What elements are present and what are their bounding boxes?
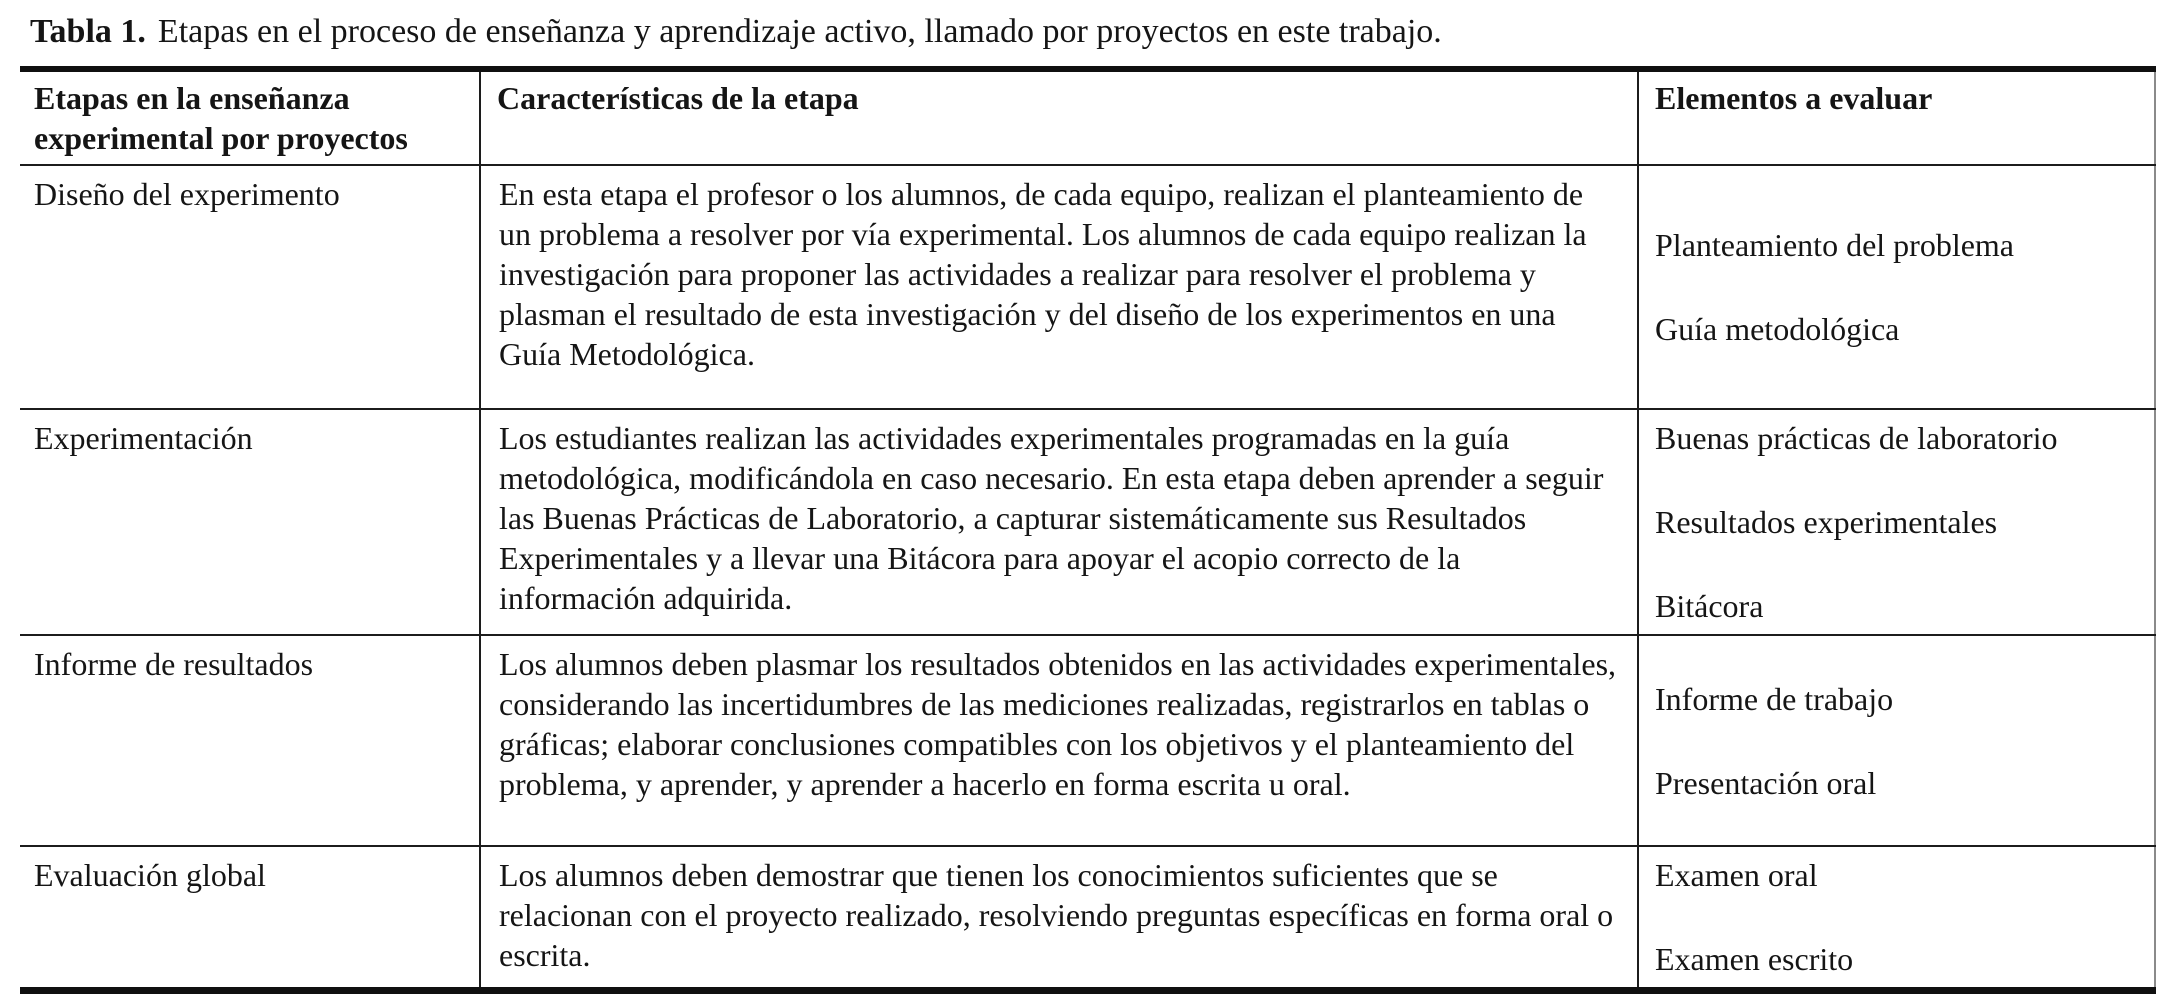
cell-etapa: Experimentación xyxy=(20,409,480,635)
table-row-informe xyxy=(20,635,2155,846)
etapas-table xyxy=(20,66,2156,994)
cell-elementos xyxy=(1638,165,2155,409)
elemento-item: Planteamiento del problema xyxy=(1655,227,2014,263)
elemento-item: Examen oral xyxy=(1655,857,1818,893)
elemento-item: Guía metodológica xyxy=(1655,311,1900,347)
elemento-item: Examen escrito xyxy=(1655,941,1854,977)
table-caption-label: Tabla 1. xyxy=(30,13,146,50)
cell-etapa: Informe de resultados xyxy=(20,635,480,846)
table-header-row xyxy=(20,69,2155,165)
cell-etapa: Diseño del experimento xyxy=(20,165,480,409)
table-row-experimentacion xyxy=(20,409,2155,635)
table-row-evaluacion xyxy=(20,846,2155,991)
cell-caracteristicas: Los estudiantes realizan las actividades experimentales programadas en la guía metodológica, modificándola en caso necesario. En esta etapa deben aprender a seguir las Buenas Prácticas de Laboratorio, a capturar sistemáticamente sus Resultados Experimentales y a llevar una Bitácora para apoyar el acopio correcto de la información adquirida. xyxy=(480,409,1638,635)
cell-elementos xyxy=(1638,846,2155,991)
elemento-item: Bitácora xyxy=(1655,588,1764,624)
elemento-item: Buenas prácticas de laboratorio xyxy=(1655,420,2058,456)
elemento-item: Resultados experimentales xyxy=(1655,504,1998,540)
cell-caracteristicas: En esta etapa el profesor o los alumnos, de cada equipo, realizan el planteamiento de un problema a resolver por vía experimental. Los alumnos de cada equipo realizan la investigación para proponer las actividades a realizar para resolver el problema y plasman el resultado de esta investigación y del diseño de los experimentos en una Guía Metodológica. xyxy=(480,165,1638,409)
header-etapas: Etapas en la enseñanza experimental por proyectos xyxy=(20,69,480,165)
cell-etapa: Evaluación global xyxy=(20,846,480,991)
cell-caracteristicas: Los alumnos deben demostrar que tienen los conocimientos suficientes que se relacionan con el proyecto realizado, resolviendo preguntas específicas en forma oral o escrita. xyxy=(480,846,1638,991)
elemento-item: Informe de trabajo xyxy=(1655,680,1894,717)
table-row-diseno xyxy=(20,165,2155,409)
cell-caracteristicas: Los alumnos deben plasmar los resultados obtenidos en las actividades experimentales, considerando las incertidumbres de las mediciones realizadas, registrarlos en tablas o gráficas; elaborar conclusiones compatibles con los objetivos y el planteamiento del problema, y aprender, y aprender a hacerlo en forma escrita u oral. xyxy=(480,635,1638,846)
table-caption xyxy=(30,10,2151,54)
table-caption-text: Etapas en el proceso de enseñanza y aprendizaje activo, llamado por proyectos en este trabajo. xyxy=(157,13,1442,50)
header-caracteristicas: Características de la etapa xyxy=(480,69,1638,165)
elemento-item: Presentación oral xyxy=(1655,764,1877,801)
header-elementos: Elementos a evaluar xyxy=(1638,69,2155,165)
cell-elementos xyxy=(1638,635,2155,846)
cell-elementos xyxy=(1638,409,2155,635)
